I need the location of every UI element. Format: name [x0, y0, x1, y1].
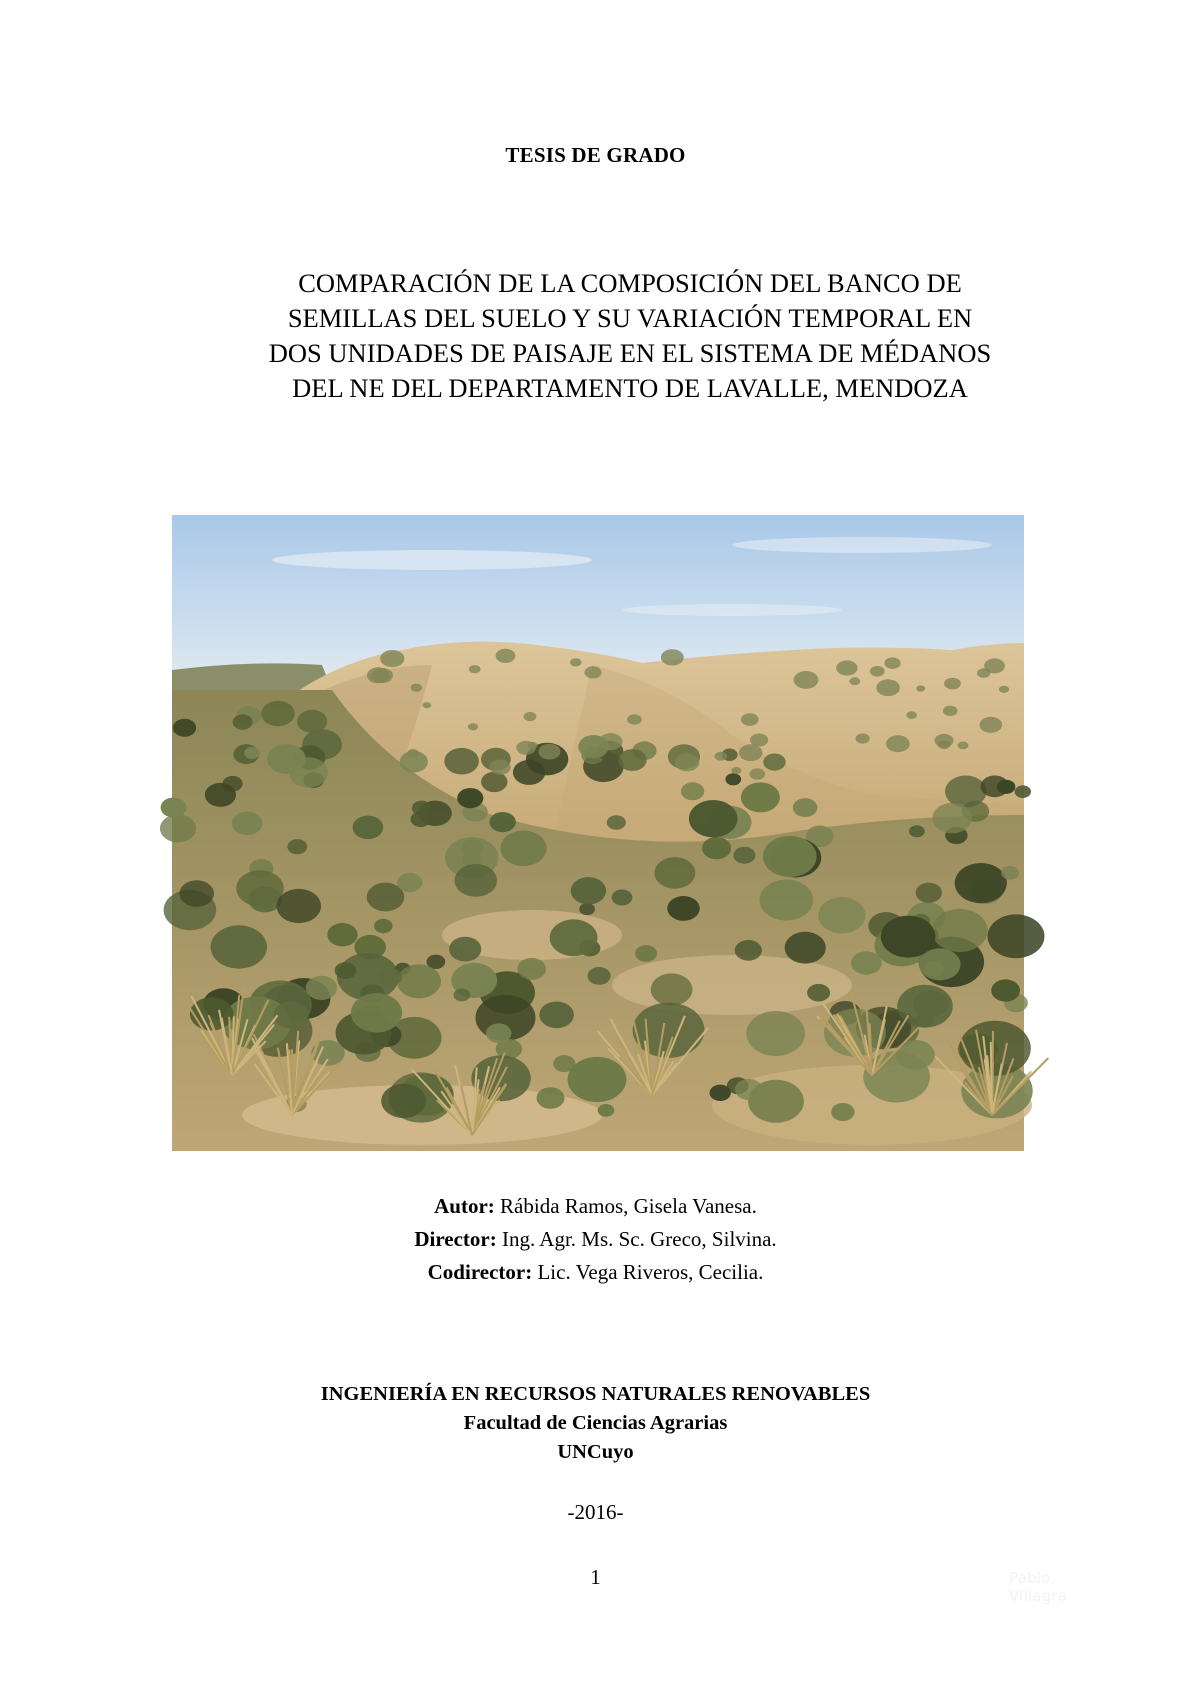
degree-program: INGENIERÍA EN RECURSOS NATURALES RENOVABLES — [320, 1383, 871, 1405]
institution-block — [0, 1380, 1191, 1467]
title-line: DEL NE DEL DEPARTAMENTO DE LAVALLE, MENDOZA — [292, 373, 968, 403]
director-line — [0, 1223, 1191, 1256]
publication-year: -2016- — [567, 1500, 624, 1524]
codirector-line — [0, 1256, 1191, 1289]
codirector-name: Lic. Vega Riveros, Cecilia. — [537, 1260, 764, 1284]
author-name: Rábida Ramos, Gisela Vanesa. — [500, 1194, 757, 1218]
photo-credit: Pablo Villagra — [1009, 1569, 1068, 1605]
author-role: Autor: — [434, 1194, 495, 1218]
document-type: TESIS DE GRADO — [505, 143, 686, 167]
title-line: COMPARACIÓN DE LA COMPOSICIÓN DEL BANCO DE — [298, 268, 962, 298]
thesis-title — [236, 266, 1024, 406]
title-line: DOS UNIDADES DE PAISAJE EN EL SISTEMA DE MÉDANOS — [268, 338, 992, 368]
dune-landscape-image — [172, 515, 1024, 1151]
codirector-role: Codirector: — [427, 1260, 533, 1284]
director-role: Director: — [414, 1227, 497, 1251]
faculty-name: Facultad de Ciencias Agrarias — [463, 1412, 728, 1434]
author-line — [0, 1190, 1191, 1223]
page-number: 1 — [590, 1565, 601, 1589]
director-name: Ing. Agr. Ms. Sc. Greco, Silvina. — [501, 1227, 777, 1251]
authorship-block — [0, 1190, 1191, 1289]
university-name: UNCuyo — [557, 1441, 634, 1463]
title-line: SEMILLAS DEL SUELO Y SU VARIACIÓN TEMPORAL EN — [287, 303, 973, 333]
